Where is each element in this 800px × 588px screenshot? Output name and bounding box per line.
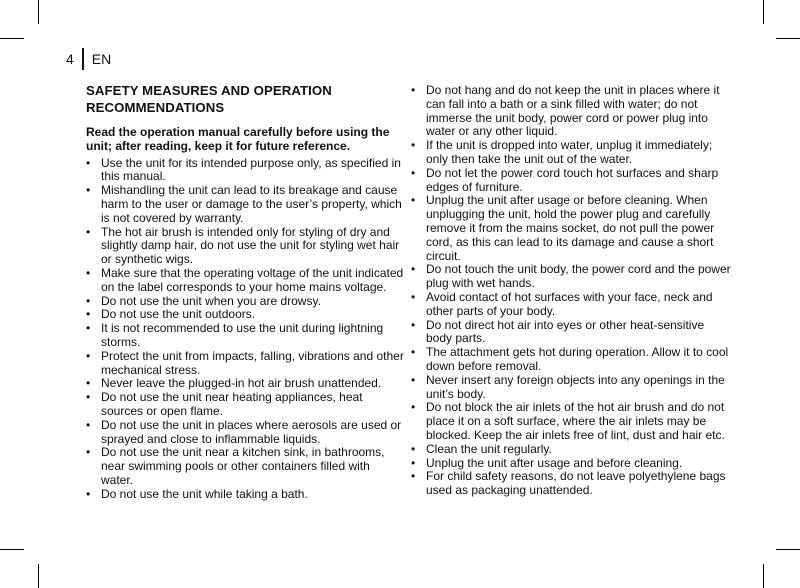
crop-mark bbox=[763, 564, 764, 588]
list-item: • Do not use the unit while taking a bath. bbox=[86, 488, 404, 502]
list-item: • Protect the unit from impacts, falling, vibrations and other mechanical stress. bbox=[86, 350, 404, 378]
list-item: • Clean the unit regularly. bbox=[411, 443, 733, 457]
crop-mark bbox=[763, 0, 764, 24]
left-column bbox=[86, 82, 404, 502]
list-item: • Do not use the unit outdoors. bbox=[86, 308, 404, 322]
list-item: • Do not use the unit in places where aerosols are used or sprayed and close to inflammable liquids. bbox=[86, 419, 404, 447]
right-column bbox=[411, 84, 733, 498]
list-item: • Avoid contact of hot surfaces with your face, neck and other parts of your body. bbox=[411, 291, 733, 319]
language-code: EN bbox=[91, 51, 112, 67]
intro-text: Read the operation manual carefully before using the unit; after reading, keep it for future reference. bbox=[86, 125, 390, 153]
list-item: • Never leave the plugged-in hot air brush unattended. bbox=[86, 377, 404, 391]
page-number: 4 bbox=[66, 51, 74, 67]
crop-mark bbox=[0, 38, 24, 39]
list-item: • Do not hang and do not keep the unit in places where it can fall into a bath or a sink filled with water; do not immerse the unit body, power cord or power plug into water or any other liquid. bbox=[411, 84, 733, 139]
list-item: • If the unit is dropped into water, unplug it immediately; only then take the unit out of the water. bbox=[411, 139, 733, 167]
list-item: • Do not use the unit when you are drowsy. bbox=[86, 295, 404, 309]
right-safety-list bbox=[411, 84, 733, 498]
list-item: • For child safety reasons, do not leave polyethylene bags used as packaging unattended. bbox=[411, 470, 733, 498]
list-item: • Do not let the power cord touch hot surfaces and sharp edges of furniture. bbox=[411, 167, 733, 195]
page-title: SAFETY MEASURES AND OPERATION RECOMMENDATIONS bbox=[86, 83, 332, 115]
page-header bbox=[66, 47, 111, 71]
header-divider bbox=[82, 48, 84, 70]
list-item: • Unplug the unit after usage and before cleaning. bbox=[411, 457, 733, 471]
left-safety-list bbox=[86, 157, 404, 502]
list-item: • Use the unit for its intended purpose only, as specified in this manual. bbox=[86, 157, 404, 185]
list-item: • Do not direct hot air into eyes or other heat-sensitive body parts. bbox=[411, 319, 733, 347]
crop-mark bbox=[38, 0, 39, 24]
list-item: • The hot air brush is intended only for styling of dry and slightly damp hair, do not use the unit for styling wet hair or synthetic wigs. bbox=[86, 226, 404, 267]
list-item: • Never insert any foreign objects into any openings in the unit’s body. bbox=[411, 374, 733, 402]
list-item: • The attachment gets hot during operation. Allow it to cool down before removal. bbox=[411, 346, 733, 374]
list-item: • Mishandling the unit can lead to its breakage and cause harm to the user or damage to the user’s property, which is not covered by warranty. bbox=[86, 184, 404, 225]
list-item: • Make sure that the operating voltage of the unit indicated on the label corresponds to your home mains voltage. bbox=[86, 267, 404, 295]
list-item: • Do not use the unit near a kitchen sink, in bathrooms, near swimming pools or other containers filled with water. bbox=[86, 446, 404, 487]
list-item: • Do not touch the unit body, the power cord and the power plug with wet hands. bbox=[411, 263, 733, 291]
crop-mark bbox=[776, 38, 800, 39]
crop-mark bbox=[0, 549, 24, 550]
list-item: • Unplug the unit after usage or before cleaning. When unplugging the unit, hold the power plug and carefully remove it from the mains socket, do not pull the power cord, as this can lead to its damage and cause a short circuit. bbox=[411, 194, 733, 263]
crop-mark bbox=[776, 549, 800, 550]
list-item: • Do not block the air inlets of the hot air brush and do not place it on a soft surface, where the air inlets may be blocked. Keep the air inlets free of lint, dust and hair etc. bbox=[411, 401, 733, 442]
list-item: • Do not use the unit near heating appliances, heat sources or open flame. bbox=[86, 391, 404, 419]
list-item: • It is not recommended to use the unit during lightning storms. bbox=[86, 322, 404, 350]
crop-mark bbox=[38, 564, 39, 588]
